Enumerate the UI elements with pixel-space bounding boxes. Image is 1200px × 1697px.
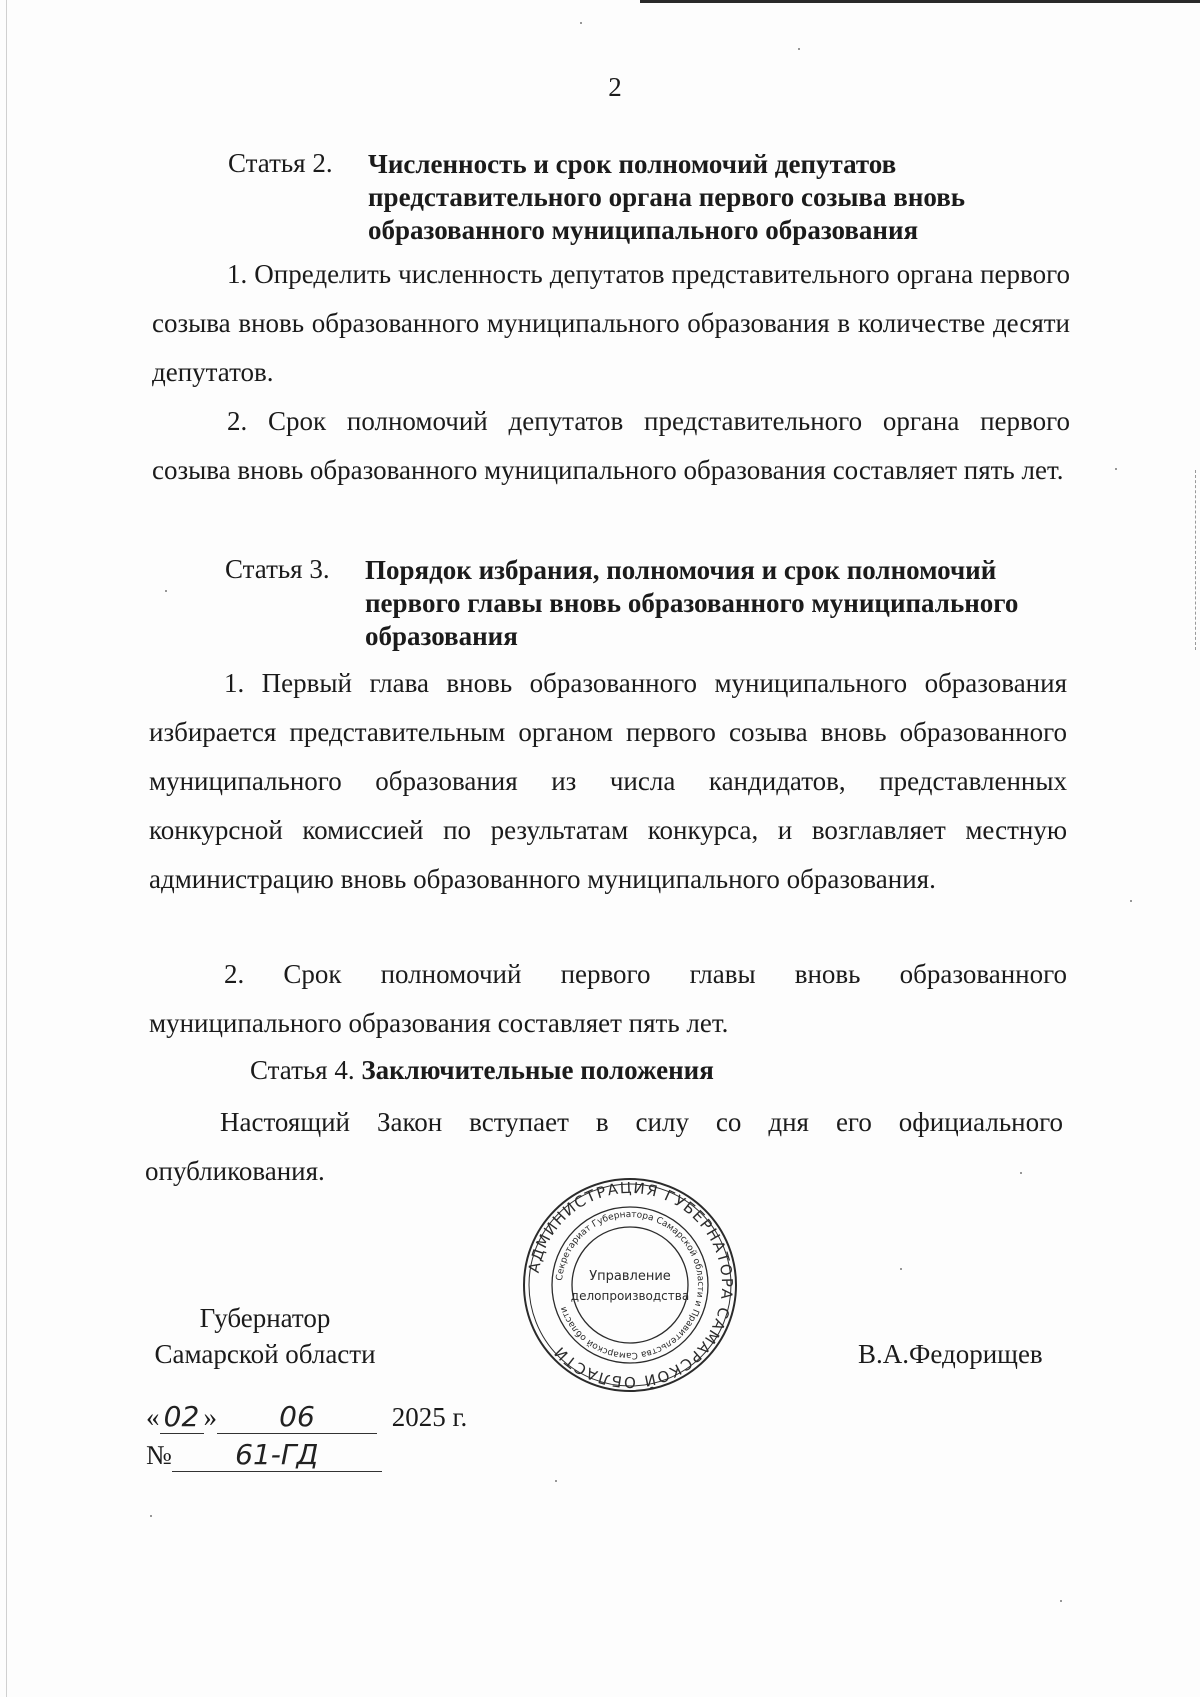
law-date [146,1400,467,1434]
article-2-paragraph-1: 1. Определить численность депутатов представительного органа первого созыва вновь образованного муниципального образования в количестве десяти депутатов. [152,259,1070,387]
stamp-center-line-1: Управление [589,1269,671,1284]
article-4-paragraph-1: Настоящий Закон вступает в силу со дня его официального опубликования. [145,1107,1063,1186]
scan-speck [798,48,800,50]
article-4-heading [250,1055,714,1086]
scan-speck [900,1268,902,1270]
article-3-title: Порядок избрания, полномочия и срок полномочий первого главы вновь образованного муниципального образования [365,555,1019,651]
stamp-outer-text: АДМИНИСТРАЦИЯ ГУБЕРНАТОРА САМАРСКОЙ ОБЛАСТИ [524,1178,737,1392]
stamp-middle-ring [552,1207,708,1363]
signatory-position [145,1300,385,1372]
article-2-label: Статья 2. [228,148,333,178]
stamp-inner-ring [572,1227,688,1343]
scan-speck [1115,468,1117,470]
article-4-label: Статья 4. [250,1055,355,1085]
article-3-heading [225,554,1065,653]
scan-speck [1060,1600,1062,1602]
scan-edge-right [1195,470,1197,650]
scan-speck [580,22,582,24]
law-number [146,1438,382,1472]
article-3-paragraph-2: 2. Срок полномочий первого главы вновь образованного муниципального образования составляет пять лет. [149,959,1067,1038]
scan-speck [165,590,167,592]
law-number-prefix: № [146,1440,172,1470]
signatory-position-line-2: Самарской области [154,1339,376,1369]
article-3-paragraph-1: 1. Первый глава вновь образованного муниципального образования избирается представительным органом первого созыва вновь образованного муниципального образования из числа кандидатов, представленных конкурсной комиссией по результатам конкурса, и возглавляет местную администрацию вновь образованного муниципального образования. [149,668,1067,894]
stamp-inner-text: Секретариат Губернатора Самарской области и Правительства Самарской области [555,1209,706,1361]
official-stamp [521,1176,739,1394]
article-4-title: Заключительные положения [361,1055,714,1085]
article-3-label: Статья 3. [225,554,330,584]
scan-speck [555,1480,557,1482]
date-day-handwritten: 02 [160,1400,204,1434]
date-open-quote: « [146,1402,160,1432]
date-year: 2025 г. [391,1402,468,1432]
scan-speck [150,1515,152,1517]
scan-speck [1130,900,1132,902]
scan-speck [1020,1172,1022,1174]
article-2-heading [228,148,1018,247]
scan-edge-top [640,0,1200,3]
page-number: 2 [608,72,622,102]
signatory-position-line-1: Губернатор [199,1303,331,1333]
signatory-name: В.А.Федорищев [858,1339,1043,1369]
date-month-handwritten: 06 [217,1400,377,1434]
date-close-quote: » [203,1402,217,1432]
article-2-title: Численность и срок полномочий депутатов представительного органа первого созыва вновь образованного муниципального образования [368,149,966,245]
article-2-paragraph-2: 2. Срок полномочий депутатов представительного органа первого созыва вновь образованного муниципального образования составляет пять лет. [152,406,1070,485]
stamp-center-line-2: делопроизводства [570,1289,690,1303]
law-number-handwritten: 61-ГД [172,1438,382,1472]
scan-edge-left [6,0,7,1697]
